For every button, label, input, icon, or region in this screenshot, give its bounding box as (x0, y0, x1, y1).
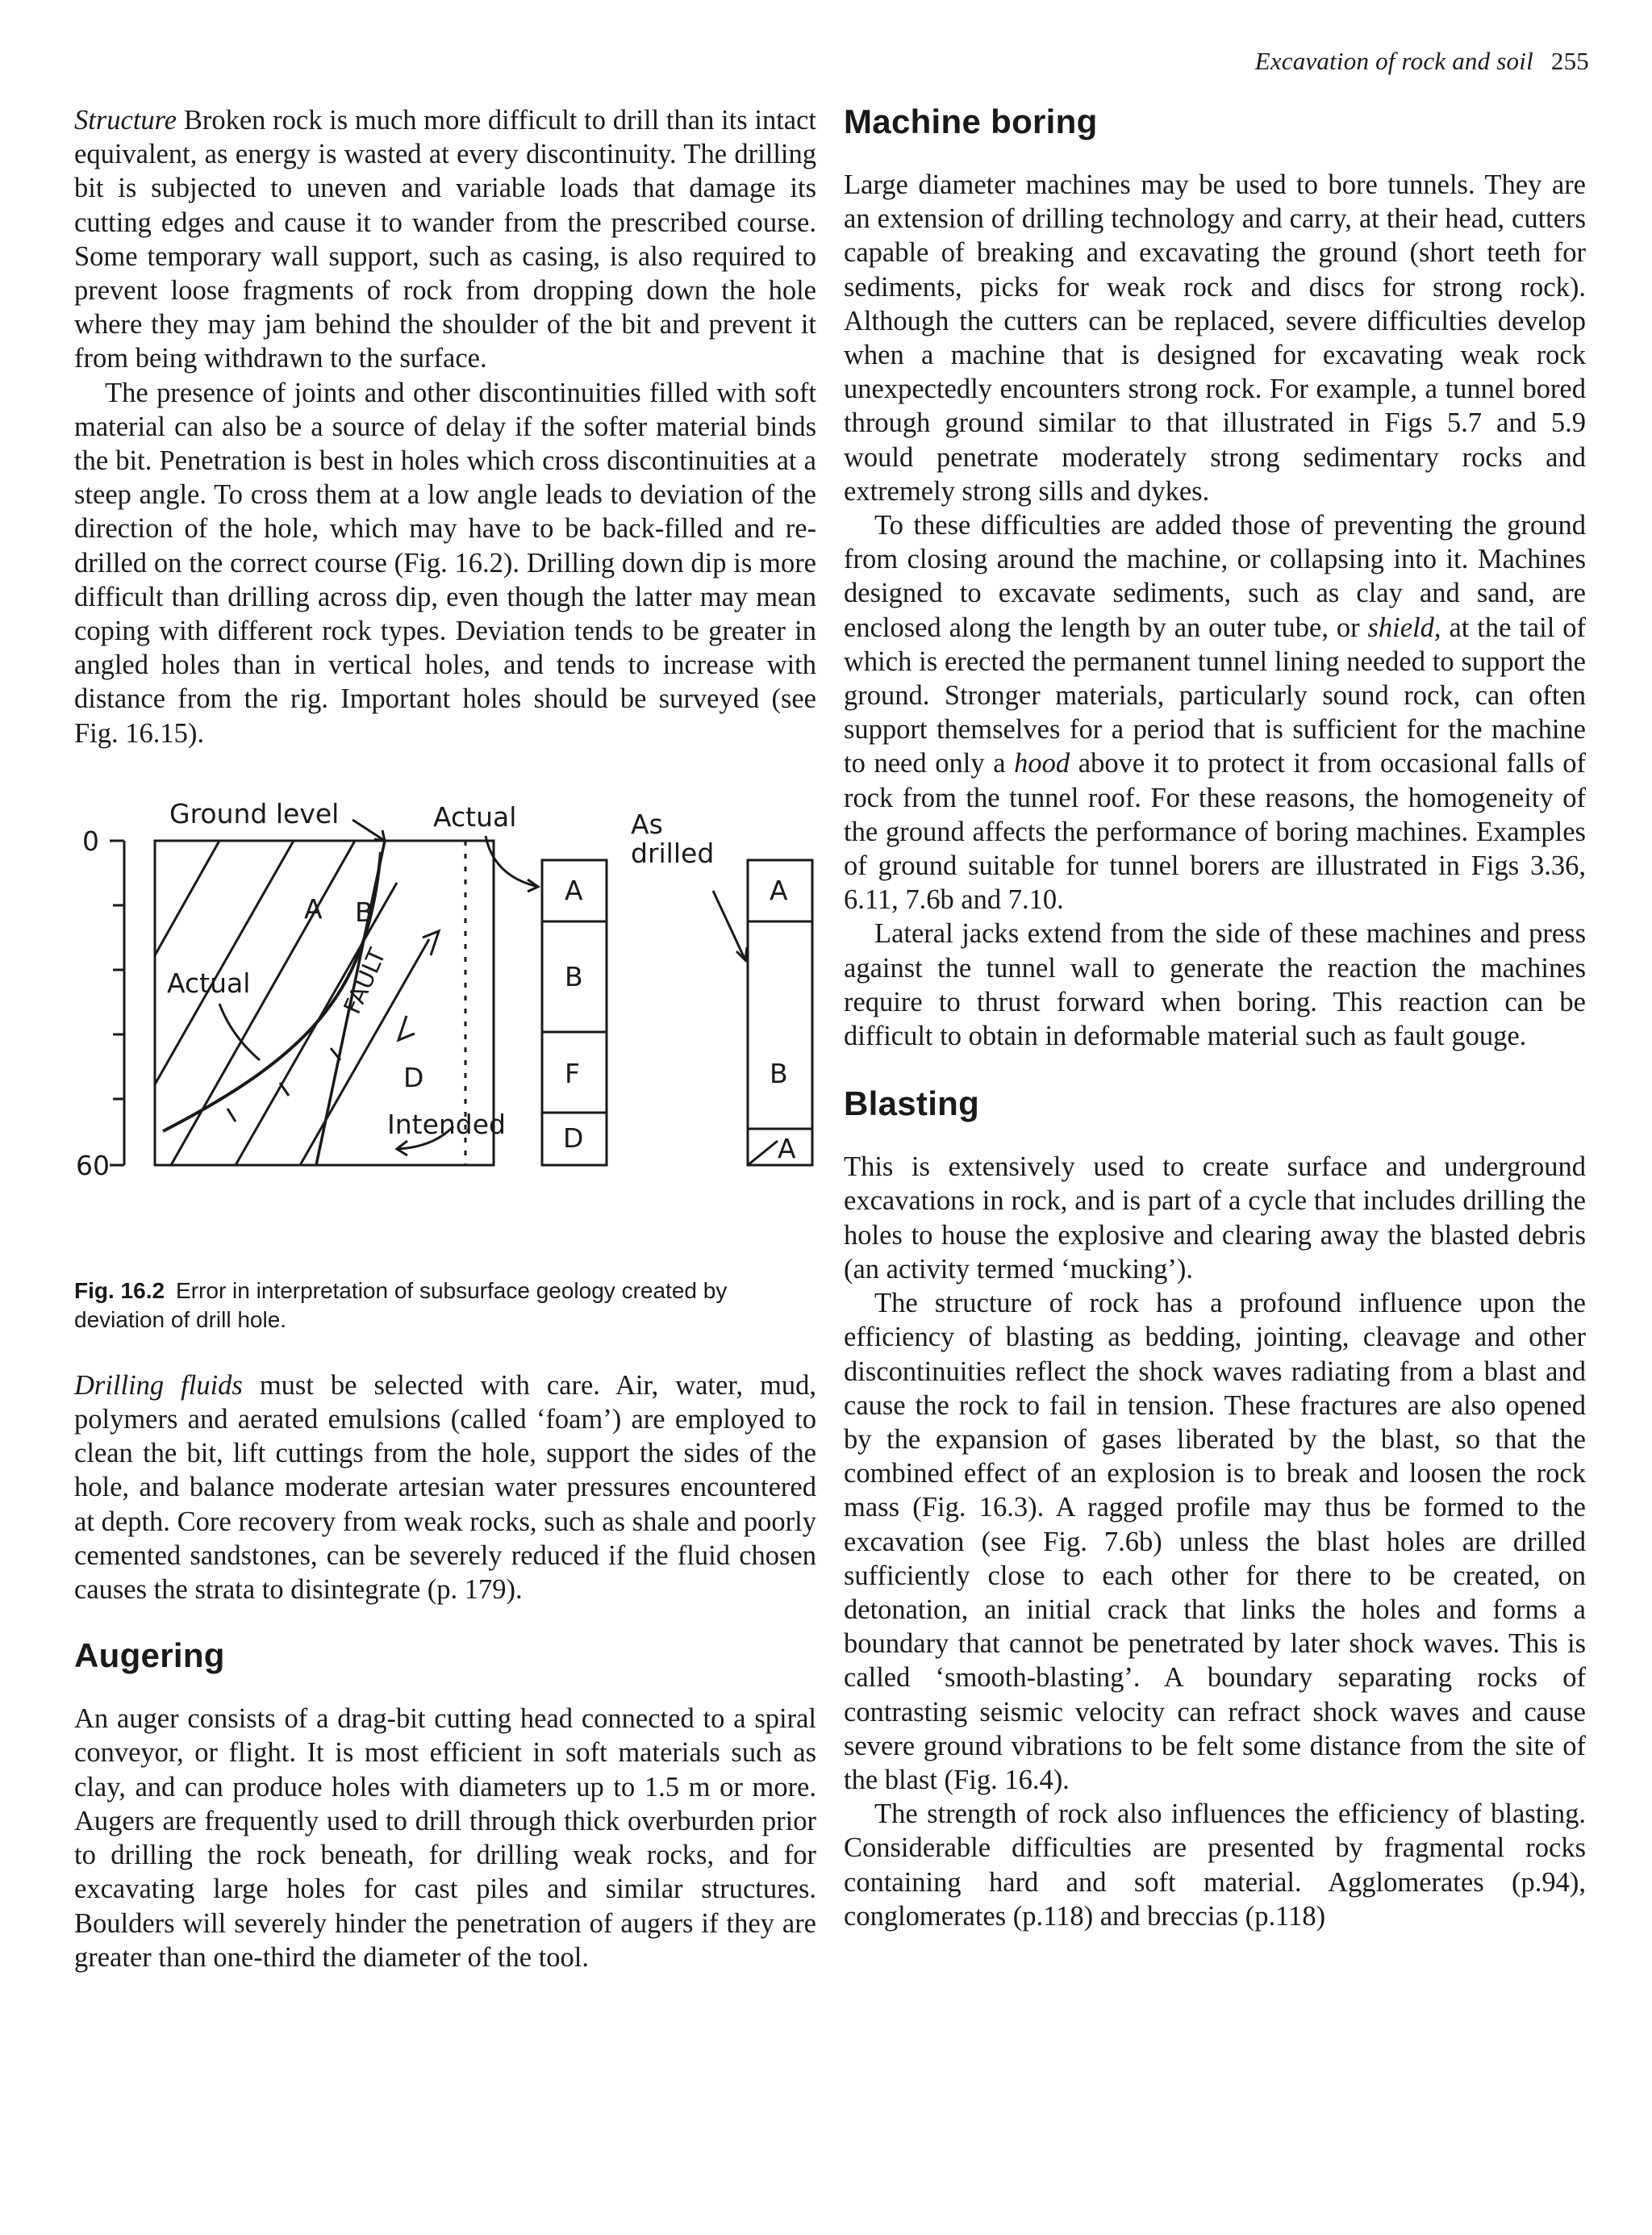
label-unit-d: D (403, 1061, 424, 1093)
label-col1-d: D (563, 1122, 584, 1154)
label-unit-a: A (304, 892, 323, 925)
label-ground-level: Ground level (169, 797, 340, 829)
ground-level-leader (353, 820, 385, 841)
figure-caption (74, 1276, 816, 1335)
label-depth-0: 0 (82, 825, 99, 857)
label-actual-left: Actual (167, 967, 251, 999)
label-col2-b: B (770, 1057, 788, 1089)
paragraph-structure: Structure Broken rock is much more difficult to drill than its intact equivalent, as energy is wasted at every discontinuity. The drilling bit is subjected to uneven and variable loads that damage its cutting edges and cause it to wander from the prescribed course. Some temporary wall support, such as casing, is also required to prevent loose fragments of rock from dropping down the hole where they may jam behind the shoulder of the bit and prevent it from being withdrawn to the surface. (74, 105, 816, 374)
figure-number: Fig. 16.2 (74, 1277, 165, 1303)
page-number: 255 (1550, 47, 1589, 75)
label-col2-a-bottom: A (778, 1132, 796, 1164)
label-actual-top: Actual (433, 800, 517, 833)
paragraph-drilling-fluids: Drilling fluids must be selected with care. Air, water, mud, polymers and aerated emulsions (called ‘foam’) are employed to clean the bit, lift cuttings from the hole, support the sides of the hole, and balance moderate artesian water pressures encountered at depth. Core recovery from weak rocks, such as shale and poorly cemented sandstones, can be severely reduced if the fluid chosen causes the strata to disintegrate (p. 179). (74, 1369, 816, 1606)
label-as-drilled: As drilled (631, 808, 715, 869)
actual-left-leader (219, 1004, 260, 1060)
figure-caption-text: Error in interpretation of subsurface geology created by deviation of drill hole. (74, 1277, 728, 1332)
label-col1-f: F (565, 1057, 580, 1089)
contact-line (748, 1141, 778, 1165)
paragraph-strength-of-rock: The strength of rock also influences the efficiency of blasting. Considerable difficulties are presented by fragmental rocks containing hard and soft material. Agglomerates (p.94), conglomerates (p.118) and breccias (p.118) (844, 1798, 1586, 1932)
run-in-heading-drilling-fluids: Drilling fluids (74, 1369, 243, 1401)
running-title: Excavation of rock and soil (1254, 47, 1533, 75)
hole-tick (227, 1109, 236, 1122)
paragraph-joints: The presence of joints and other discontinuities filled with soft material can also be a source of delay if the softer material binds the bit. Penetration is best in holes which cross discontinuities at a steep angle. To cross them at a low angle leads to deviation of the direction of the hole, which may have to be back-filled and re-drilled on the correct course (Fig. 16.2). Drilling down dip is more difficult than drilling across dip, even though the latter may mean coping with different rock types. Deviation tends to be greater in angled holes than in vertical holes, and tends to increase with distance from the rig. Important holes should be surveyed (see Fig. 16.15). (74, 377, 816, 749)
left-column (74, 103, 816, 1974)
hole-tick (280, 1083, 289, 1096)
bedding-line (155, 841, 219, 955)
figure-16-2 (74, 786, 816, 1270)
label-intended: Intended (387, 1108, 507, 1140)
term-hood: hood (1014, 748, 1070, 779)
paragraph-difficulties: To these difficulties are added those of preventing the ground from closing around the machine, or collapsing into it. Machines designed to excavate sediments, such as clay and sand, are enclosed along the length by an outer tube, or shield, at the tail of which is erected the permanent tunnel lining needed to support the ground. Stronger materials, particularly sound rock, can often support themselves for a period that is sufficient for the machine to need only a hood above it to protect it from occasional falls of rock from the tunnel roof. For these reasons, the homogeneity of the ground affects the performance of boring machines. Examples of ground suitable for tunnel borers are illustrated in Figs 3.36, 6.11, 7.6b and 7.10. (844, 510, 1587, 916)
label-fault: FAULT (338, 944, 391, 1018)
heading-augering: Augering (74, 1636, 225, 1675)
paragraph-lateral-jacks: Lateral jacks extend from the side of these machines and press against the tunnel wall to generate the reaction the machines require to thrust forward when boring. This reaction can be difficult to obtain in deformable material such as fault gouge. (844, 918, 1586, 1052)
as-drilled-leader (713, 891, 745, 960)
paragraph-auger: An auger consists of a drag-bit cutting head connected to a spiral conveyor, or flight. It is most efficient in soft materials such as clay, and can produce holes with diameters up to 1.5 m or more. Augers are frequently used to drill through thick overburden prior to drilling the rock beneath, for drilling weak rocks, and for excavating large holes for cast piles and similar structures. Boulders will severely hinder the penetration of augers if they are greater than one-third the diameter of the tool. (74, 1703, 816, 1973)
heading-blasting: Blasting (844, 1084, 980, 1123)
paragraph-structure-of-rock: The structure of rock has a profound influence upon the efficiency of blasting as bedding, jointing, cleavage and other discontinuities reflect the shock waves radiating from a blast and cause the rock to fail in tension. These fractures are also opened by the expansion of gases liberated by the blast, so that the combined effect of an explosion is to break and loosen the rock mass (Fig. 16.3). A ragged profile may thus be formed to the excavation (see Fig. 7.6b) unless the blast holes are drilled sufficiently close to each other for there to be created, on detonation, an initial crack that links the holes and forms a boundary that cannot be penetrated by later shock waves. This is called ‘smooth-blasting’. A boundary separating rocks of contrasting seismic velocity can refract shock waves and cause severe ground vibrations to be felt some distance from the site of the blast (Fig. 16.4). (844, 1288, 1586, 1795)
fault-arrow (398, 1016, 415, 1040)
bedding-line (155, 841, 294, 1084)
paragraph-large-diameter: Large diameter machines may be used to bore tunnels. They are an extension of drilling technology and carry, at their head, cutters capable of breaking and excavating the ground (short teeth for sediments, picks for weak rock and discs for strong rock). Although the cutters can be replaced, severe difficulties develop when a machine that is designed for excavating weak rock unexpectedly encounters strong rock. For example, a tunnel bored through ground similar to that illustrated in Figs 5.7 and 5.9 would penetrate moderately strong sedimentary rocks and extremely strong sills and dykes. (844, 169, 1586, 507)
fault-arrow (423, 931, 439, 955)
label-col2-a-top: A (770, 874, 788, 906)
right-column (844, 103, 1586, 1933)
heading-machine-boring: Machine boring (844, 102, 1098, 140)
running-head (1255, 47, 1589, 76)
run-in-heading-structure: Structure (74, 105, 177, 136)
paragraph-blasting-intro: This is extensively used to create surface and underground excavations in rock, and is part of a cycle that includes drilling the holes to house the explosive and clearing away the blasted debris (an activity termed ‘mucking’). (844, 1151, 1586, 1285)
label-unit-b: B (355, 896, 373, 928)
label-col1-b: B (565, 960, 583, 992)
term-shield: shield, (1367, 612, 1441, 643)
label-col1-a: A (565, 874, 583, 906)
label-depth-60: 60 (76, 1149, 110, 1181)
